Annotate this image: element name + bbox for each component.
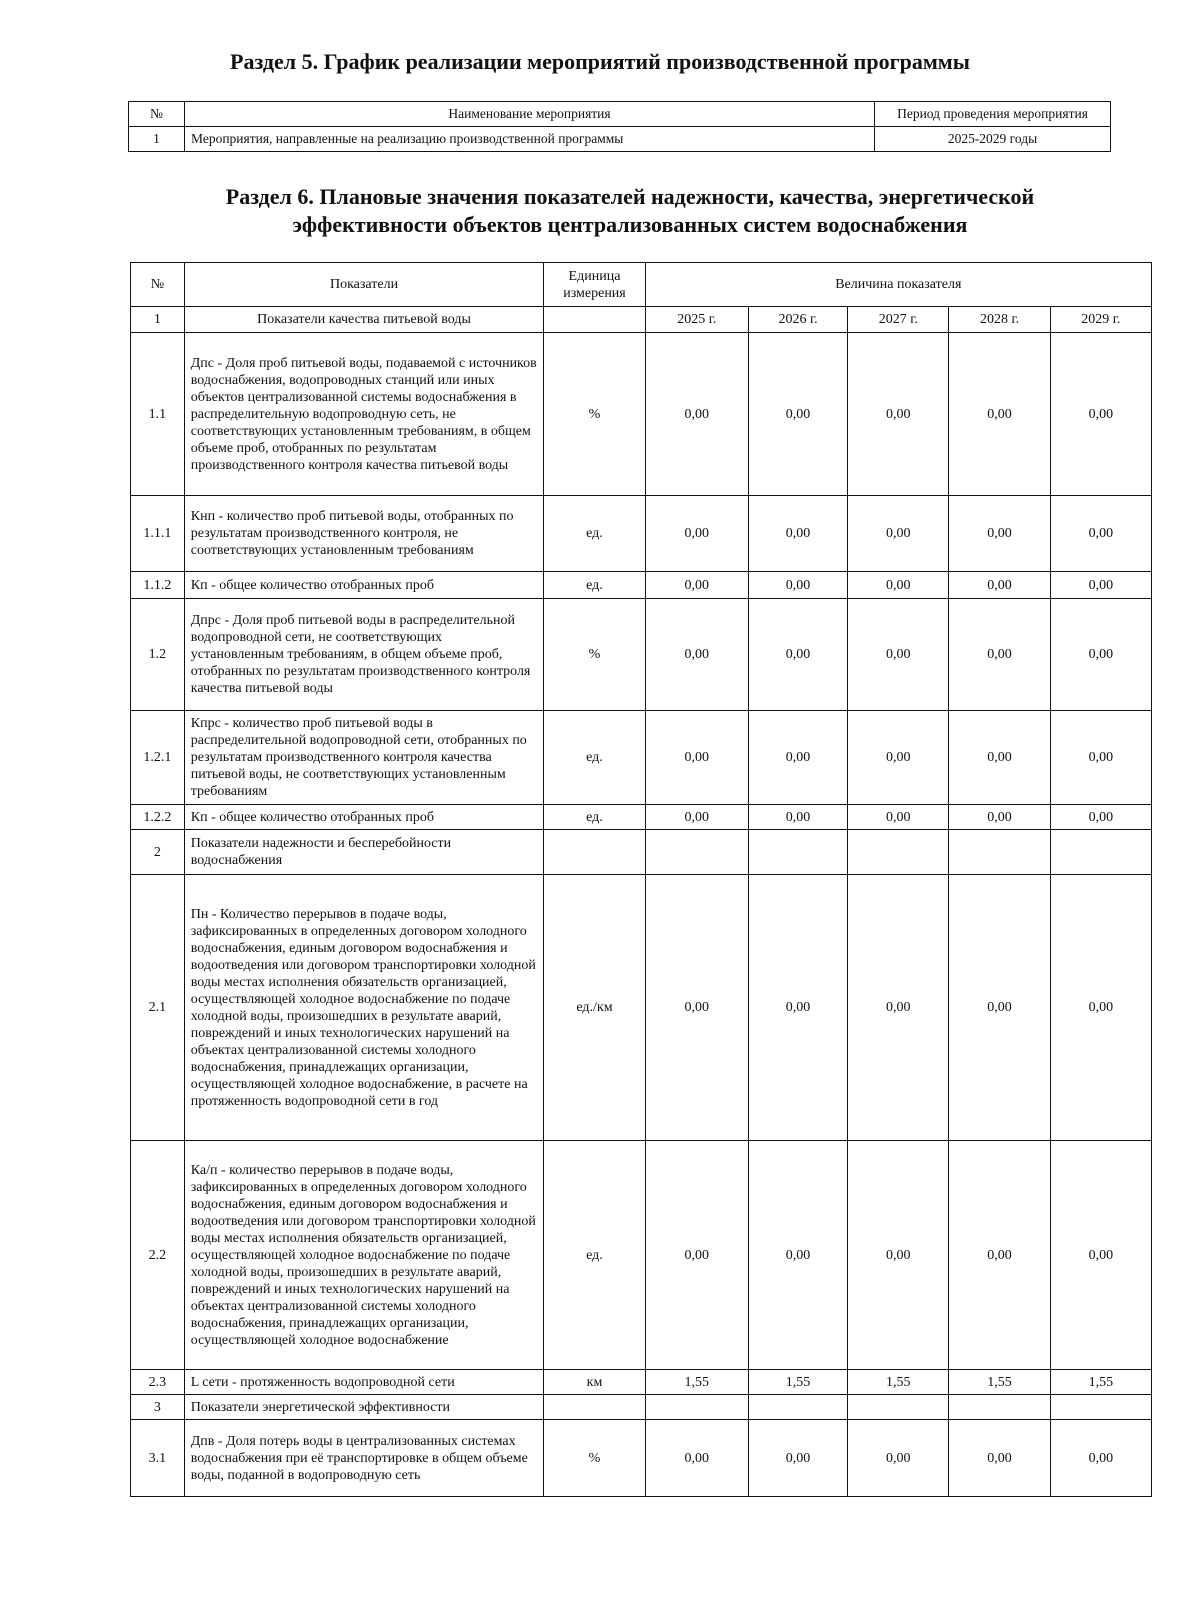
year-header-cell: 2028 г. — [949, 307, 1050, 333]
value-cell: 0,00 — [1050, 496, 1151, 572]
year-header-cell: 2026 г. — [748, 307, 847, 333]
section5-row-num: 1 — [129, 127, 185, 152]
section6-header-unit: Единица измерения — [544, 263, 645, 307]
table-row — [131, 1395, 1152, 1420]
table-row — [131, 805, 1152, 830]
value-cell: 0,00 — [645, 333, 748, 496]
row-indicator: Показатели качества питьевой воды — [184, 307, 544, 333]
value-cell: 0,00 — [949, 1141, 1050, 1370]
value-cell: 0,00 — [848, 711, 949, 805]
row-number: 1.1.2 — [131, 572, 185, 599]
row-unit — [544, 1395, 645, 1420]
row-number: 2.3 — [131, 1370, 185, 1395]
section5-row-name: Мероприятия, направленные на реализацию производственной программы — [185, 127, 875, 152]
value-cell: 0,00 — [1050, 599, 1151, 711]
value-cell: 0,00 — [848, 1420, 949, 1497]
row-indicator: Кпрс - количество проб питьевой воды в распределительной водопроводной сети, отобранных по результатам производственного контроля качества питьевой воды, не соответствующих установленным требованиям — [184, 711, 544, 805]
row-number: 2 — [131, 830, 185, 875]
value-cell: 0,00 — [848, 599, 949, 711]
value-cell: 0,00 — [848, 875, 949, 1141]
value-cell: 0,00 — [1050, 333, 1151, 496]
value-cell: 0,00 — [748, 711, 847, 805]
value-cell — [748, 1395, 847, 1420]
row-unit: ед. — [544, 805, 645, 830]
value-cell: 0,00 — [949, 875, 1050, 1141]
value-cell: 0,00 — [949, 496, 1050, 572]
row-number: 1.2.2 — [131, 805, 185, 830]
row-number: 1 — [131, 307, 185, 333]
table-row — [131, 333, 1152, 496]
section6-header-row — [131, 263, 1152, 307]
row-number: 1.2.1 — [131, 711, 185, 805]
value-cell: 0,00 — [848, 805, 949, 830]
value-cell — [949, 830, 1050, 875]
row-indicator: Показатели надежности и бесперебойности водоснабжения — [184, 830, 544, 875]
section5-table — [128, 101, 1111, 152]
row-number: 3.1 — [131, 1420, 185, 1497]
value-cell: 0,00 — [748, 333, 847, 496]
row-number: 1.2 — [131, 599, 185, 711]
value-cell: 0,00 — [645, 599, 748, 711]
value-cell: 1,55 — [848, 1370, 949, 1395]
value-cell: 0,00 — [645, 711, 748, 805]
year-header-cell: 2025 г. — [645, 307, 748, 333]
section5-header-period: Период проведения мероприятия — [875, 102, 1111, 127]
value-cell: 0,00 — [748, 496, 847, 572]
value-cell — [949, 1395, 1050, 1420]
row-unit: % — [544, 1420, 645, 1497]
value-cell: 1,55 — [645, 1370, 748, 1395]
row-unit: % — [544, 333, 645, 496]
row-unit: ед. — [544, 496, 645, 572]
table-row — [131, 572, 1152, 599]
value-cell: 0,00 — [949, 599, 1050, 711]
table-row — [131, 711, 1152, 805]
table-row — [131, 1141, 1152, 1370]
value-cell: 0,00 — [748, 805, 847, 830]
row-indicator: Дпв - Доля потерь воды в централизованных системах водоснабжения при её транспортировке в общем объеме воды, поданной в водопроводную сеть — [184, 1420, 544, 1497]
value-cell: 0,00 — [949, 805, 1050, 830]
value-cell: 0,00 — [848, 572, 949, 599]
value-cell — [848, 830, 949, 875]
row-indicator: Дпс - Доля проб питьевой воды, подаваемой с источников водоснабжения, водопроводных станций или иных объектов централизованной системы водоснабжения в распределительную водопроводную сеть, не соответствующих установленным требованиям, в общем объеме проб, отобранных по результатам производственного контроля качества питьевой воды — [184, 333, 544, 496]
value-cell: 0,00 — [645, 1420, 748, 1497]
row-indicator: L сети - протяженность водопроводной сети — [184, 1370, 544, 1395]
value-cell: 0,00 — [1050, 572, 1151, 599]
section6-header-value: Величина показателя — [645, 263, 1151, 307]
value-cell: 0,00 — [645, 572, 748, 599]
year-header-cell: 2027 г. — [848, 307, 949, 333]
row-unit — [544, 830, 645, 875]
row-unit: ед./км — [544, 875, 645, 1141]
value-cell — [748, 830, 847, 875]
row-unit — [544, 307, 645, 333]
value-cell: 0,00 — [645, 875, 748, 1141]
value-cell — [848, 1395, 949, 1420]
row-number: 1.1 — [131, 333, 185, 496]
value-cell: 0,00 — [645, 496, 748, 572]
table-row — [131, 875, 1152, 1141]
value-cell — [645, 1395, 748, 1420]
value-cell: 0,00 — [848, 496, 949, 572]
section5-header-row — [129, 102, 1111, 127]
year-header-cell: 2029 г. — [1050, 307, 1151, 333]
section6-header-indicator: Показатели — [184, 263, 544, 307]
value-cell: 0,00 — [1050, 1141, 1151, 1370]
value-cell: 0,00 — [949, 1420, 1050, 1497]
row-number: 2.2 — [131, 1141, 185, 1370]
value-cell — [645, 830, 748, 875]
value-cell: 0,00 — [848, 333, 949, 496]
table-row — [131, 496, 1152, 572]
row-unit: ед. — [544, 572, 645, 599]
value-cell: 0,00 — [748, 599, 847, 711]
row-indicator: Кп - общее количество отобранных проб — [184, 805, 544, 830]
value-cell: 0,00 — [848, 1141, 949, 1370]
value-cell: 0,00 — [1050, 875, 1151, 1141]
value-cell — [1050, 830, 1151, 875]
table-row — [131, 830, 1152, 875]
value-cell: 0,00 — [645, 805, 748, 830]
row-number: 1.1.1 — [131, 496, 185, 572]
row-unit: ед. — [544, 711, 645, 805]
table-row — [129, 127, 1111, 152]
section5-header-name: Наименование мероприятия — [185, 102, 875, 127]
section5-header-num: № — [129, 102, 185, 127]
table-row — [131, 1370, 1152, 1395]
value-cell: 1,55 — [748, 1370, 847, 1395]
section6-table — [130, 262, 1152, 1497]
value-cell: 0,00 — [748, 572, 847, 599]
value-cell: 0,00 — [748, 1141, 847, 1370]
row-indicator: Пн - Количество перерывов в подаче воды, зафиксированных в определенных договором холодного водоснабжения, единым договором водоснабжения и водоотведения или договором транспортировки холодной воды местах исполнения обязательств организацией, осуществляющей холодное водоснабжение по подаче холодной воды, произошедших в результате аварий, повреждений и иных технологических нарушений на объектах централизованной системы холодного водоснабжения, принадлежащих организации, осуществляющей холодное водоснабжение, в расчете на протяженность водопроводной сети в год — [184, 875, 544, 1141]
row-indicator: Кнп - количество проб питьевой воды, отобранных по результатам производственного контроля, не соответствующих установленным требованиям — [184, 496, 544, 572]
row-number: 2.1 — [131, 875, 185, 1141]
row-indicator: Кп - общее количество отобранных проб — [184, 572, 544, 599]
value-cell: 0,00 — [748, 875, 847, 1141]
section5-title: Раздел 5. График реализации мероприятий производственной программы — [230, 49, 970, 74]
row-indicator: Ка/п - количество перерывов в подаче воды, зафиксированных в определенных договором холодного водоснабжения, единым договором водоснабжения и водоотведения или договором транспортировки холодной воды местах исполнения обязательств организацией, осуществляющей холодное водоснабжение по подаче холодной воды, произошедших в результате аварий, повреждений и иных технологических нарушений на объектах централизованной системы холодного водоснабжения, принадлежащих организации, осуществляющей холодное водоснабжение — [184, 1141, 544, 1370]
value-cell: 1,55 — [949, 1370, 1050, 1395]
row-indicator: Показатели энергетической эффективности — [184, 1395, 544, 1420]
row-unit: % — [544, 599, 645, 711]
row-unit: ед. — [544, 1141, 645, 1370]
row-unit: км — [544, 1370, 645, 1395]
value-cell: 0,00 — [1050, 805, 1151, 830]
row-indicator: Дпрс - Доля проб питьевой воды в распределительной водопроводной сети, не соответствующих установленным требованиям, в общем объеме проб, отобранных по результатам производственного контроля качества питьевой воды — [184, 599, 544, 711]
value-cell: 0,00 — [949, 333, 1050, 496]
value-cell — [1050, 1395, 1151, 1420]
section6-title: Раздел 6. Плановые значения показателей надежности, качества, энергетической эффективности объектов централизованных систем водоснабжения — [225, 184, 1035, 237]
value-cell: 0,00 — [949, 711, 1050, 805]
section5-row-period: 2025-2029 годы — [875, 127, 1111, 152]
value-cell: 0,00 — [949, 572, 1050, 599]
row-number: 3 — [131, 1395, 185, 1420]
table-row — [131, 307, 1152, 333]
table-row — [131, 599, 1152, 711]
value-cell: 0,00 — [1050, 711, 1151, 805]
value-cell: 1,55 — [1050, 1370, 1151, 1395]
value-cell: 0,00 — [748, 1420, 847, 1497]
value-cell: 0,00 — [645, 1141, 748, 1370]
value-cell: 0,00 — [1050, 1420, 1151, 1497]
section6-header-num: № — [131, 263, 185, 307]
table-row — [131, 1420, 1152, 1497]
